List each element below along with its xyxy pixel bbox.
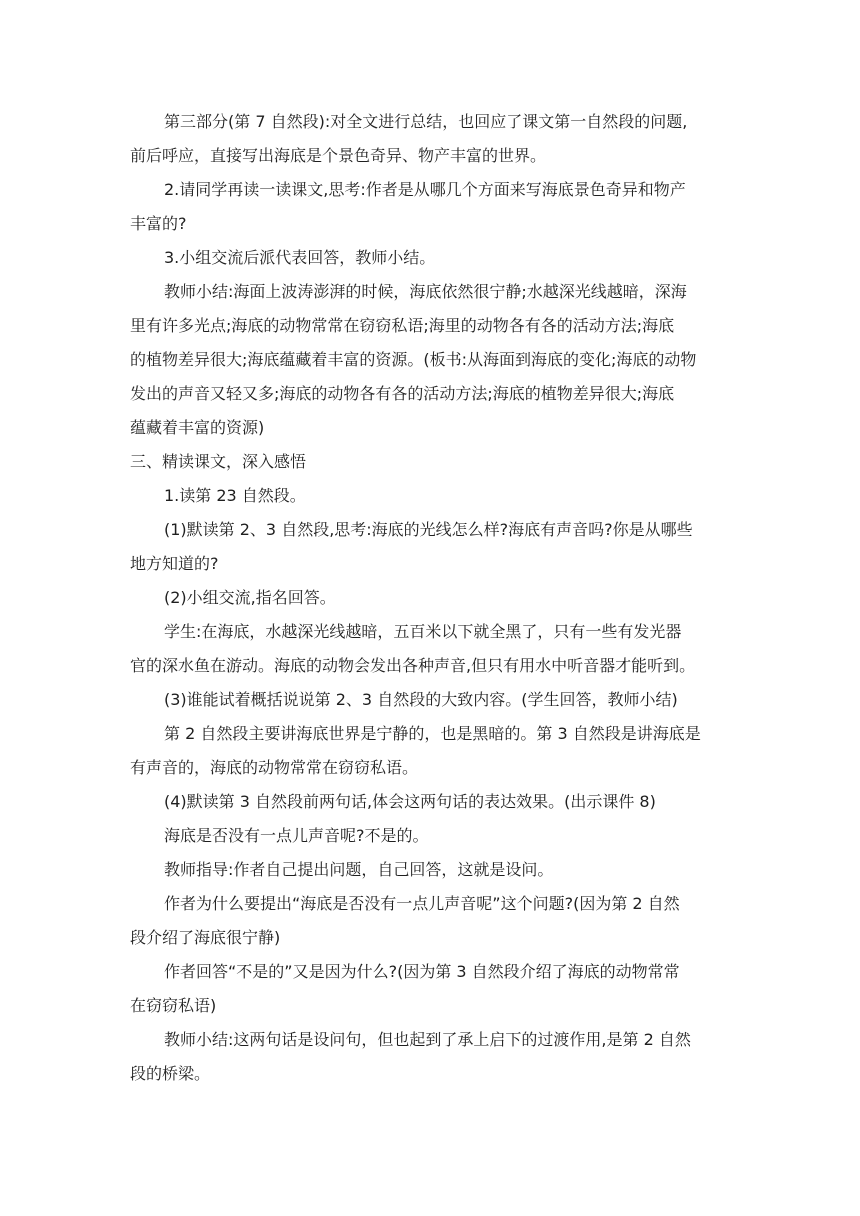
- text-line: 的植物差异很大;海底蕴藏着丰富的资源。(板书:从海面到海底的变化;海底的动物: [130, 350, 697, 369]
- text-line: 第 2 自然段主要讲海底世界是宁静的，也是黑暗的。第 3 自然段是讲海底是: [164, 724, 701, 743]
- text-line: 丰富的?: [130, 214, 187, 233]
- text-line: 海底是否没有一点儿声音呢?不是的。: [164, 826, 429, 845]
- text-line: 学生:在海底，水越深光线越暗，五百米以下就全黑了，只有一些有发光器: [164, 622, 682, 641]
- text-line: 教师小结:这两句话是设问句，但也起到了承上启下的过渡作用,是第 2 自然: [164, 1030, 691, 1049]
- text-line: 前后呼应，直接写出海底是个景色奇异、物产丰富的世界。: [130, 146, 547, 165]
- text-line: (4)默读第 3 自然段前两句话,体会这两句话的表达效果。(出示课件 8): [164, 792, 656, 811]
- text-line: 段的桥梁。: [130, 1064, 211, 1083]
- text-line: 里有许多光点;海底的动物常常在窃窃私语;海里的动物各有各的活动方法;海底: [130, 316, 675, 335]
- text-line: 1.读第 23 自然段。: [164, 486, 306, 505]
- text-line: 官的深水鱼在游动。海底的动物会发出各种声音,但只有用水中听音器才能听到。: [130, 656, 696, 675]
- text-line: 作者为什么要提出“海底是否没有一点儿声音呢”这个问题?(因为第 2 自然: [164, 894, 680, 913]
- text-line: 第三部分(第 7 自然段):对全文进行总结，也回应了课文第一自然段的问题,: [164, 112, 688, 131]
- text-line: 地方知道的?: [130, 554, 219, 573]
- text-line: 有声音的，海底的动物常常在窃窃私语。: [130, 758, 419, 777]
- text-line: 3.小组交流后派代表回答，教师小结。: [164, 248, 436, 267]
- text-line: 在窃窃私语): [130, 996, 217, 1015]
- text-line: 蕴藏着丰富的资源): [130, 418, 265, 437]
- text-line: 作者回答“不是的”又是因为什么?(因为第 3 自然段介绍了海底的动物常常: [164, 962, 680, 981]
- text-line: 段介绍了海底很宁静): [130, 928, 281, 947]
- text-line: 教师小结:海面上波涛澎湃的时候，海底依然很宁静;水越深光线越暗，深海: [164, 282, 687, 301]
- text-line: (1)默读第 2、3 自然段,思考:海底的光线怎么样?海底有声音吗?你是从哪些: [164, 520, 693, 539]
- text-line: 发出的声音又轻又多;海底的动物各有各的活动方法;海底的植物差异很大;海底: [130, 384, 675, 403]
- text-line: (3)谁能试着概括说说第 2、3 自然段的大致内容。(学生回答，教师小结): [164, 690, 678, 709]
- text-line: (2)小组交流,指名回答。: [164, 588, 336, 607]
- text-line: 教师指导:作者自己提出问题，自己回答，这就是设问。: [164, 860, 554, 879]
- section-heading: 三、精读课文，深入感悟: [130, 452, 307, 471]
- text-line: 2.请同学再读一读课文,思考:作者是从哪几个方面来写海底景色奇异和物产: [164, 180, 686, 199]
